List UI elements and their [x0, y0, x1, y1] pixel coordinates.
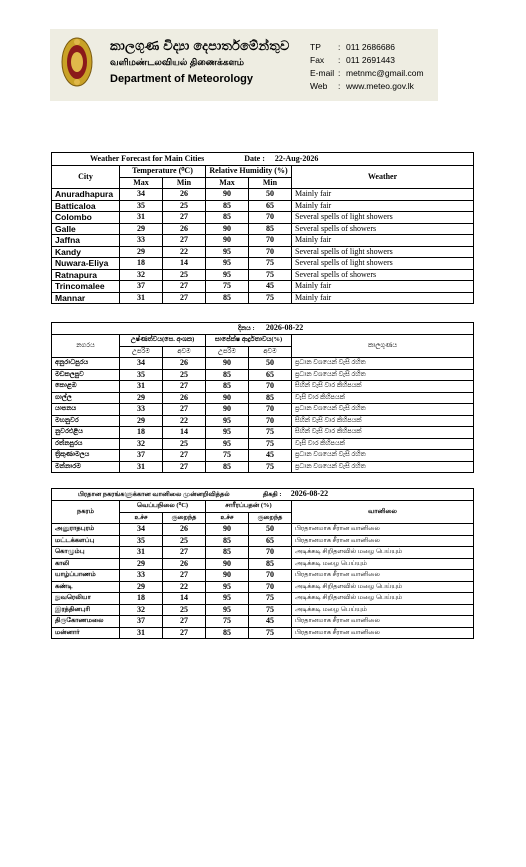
humidity-max: 90: [206, 358, 249, 370]
humidity-max: 90: [206, 404, 249, 416]
table-row: [52, 415, 474, 427]
temp-max: 31: [120, 627, 163, 639]
temp-max: 29: [120, 246, 163, 258]
table-row: [52, 258, 474, 270]
col-city: City: [52, 166, 120, 189]
temp-min: 14: [163, 593, 206, 605]
col-weather: வானிலை: [292, 501, 474, 524]
contact-key: TP: [310, 42, 321, 52]
weather-text: Several spells of light showers: [292, 212, 474, 224]
table-row: [52, 200, 474, 212]
col-temp-min: අවම: [163, 346, 206, 358]
table-row: [52, 581, 474, 593]
humidity-max: 90: [206, 570, 249, 582]
humidity-min: 75: [249, 461, 292, 473]
humidity-min: 45: [249, 616, 292, 628]
temp-max: 37: [120, 616, 163, 628]
city-name: Trincomalee: [52, 281, 120, 293]
table-row: [52, 616, 474, 628]
col-hum-min: குறைந்த: [249, 512, 292, 524]
date-label: දිනය :: [238, 325, 255, 332]
dept-title-tamil: வளிமண்டலவியல் திணைக்களம்: [110, 57, 245, 67]
humidity-max: 85: [206, 292, 249, 304]
forecast-table-tamil: [51, 488, 474, 639]
temp-max: 32: [120, 269, 163, 281]
humidity-min: 70: [249, 415, 292, 427]
humidity-max: 90: [206, 189, 249, 201]
contact-value[interactable]: www.meteo.gov.lk: [346, 81, 414, 91]
temp-min: 27: [163, 404, 206, 416]
col-city: நகரம்: [52, 501, 120, 524]
col-hum-max: Max: [206, 177, 249, 189]
temp-min: 27: [163, 461, 206, 473]
temp-max: 33: [120, 235, 163, 247]
city-name: අනුරාධපුරය: [52, 358, 120, 370]
table-row: [52, 381, 474, 393]
table-row: [52, 235, 474, 247]
city-name: Batticaloa: [52, 200, 120, 212]
col-temperature: උෂ්ණත්වය(සෙ. අංශක): [120, 335, 206, 347]
weather-text: වැසි වාර කිහිපයක්: [292, 438, 474, 450]
weather-text: සිහින් වැසි වාර කිහිපයක්: [292, 415, 474, 427]
city-name: கண்டி: [52, 581, 120, 593]
weather-text: වැසි වාර කිහිපයක්: [292, 392, 474, 404]
humidity-min: 75: [249, 427, 292, 439]
city-name: Jaffna: [52, 235, 120, 247]
humidity-min: 50: [249, 358, 292, 370]
temp-min: 27: [163, 570, 206, 582]
humidity-min: 65: [249, 535, 292, 547]
temp-min: 27: [163, 547, 206, 559]
humidity-max: 95: [206, 604, 249, 616]
city-name: මඩකලපුව: [52, 369, 120, 381]
temp-max: 31: [120, 461, 163, 473]
weather-text: ප්‍රධාන වශයෙන් වැසි රහිත: [292, 450, 474, 462]
temp-min: 27: [163, 235, 206, 247]
table-row: [52, 593, 474, 605]
temp-max: 35: [120, 369, 163, 381]
table-row: [52, 292, 474, 304]
contact-value: 011 2686686: [346, 42, 396, 52]
temp-min: 27: [163, 281, 206, 293]
humidity-min: 85: [249, 223, 292, 235]
col-humidity: Relative Humidity (%): [206, 166, 292, 178]
weather-text: සිහින් වැසි වාර කිහිපයක්: [292, 427, 474, 439]
table-row: [52, 524, 474, 536]
weather-text: அடிக்கடி மழை பெய்யும்: [292, 558, 474, 570]
weather-text: ප්‍රධාන වශයෙන් වැසි රහිත: [292, 369, 474, 381]
table-row: [52, 461, 474, 473]
humidity-max: 75: [206, 450, 249, 462]
city-name: திருகோணமலை: [52, 616, 120, 628]
humidity-max: 85: [206, 627, 249, 639]
contact-row: [310, 41, 424, 54]
table-title: Weather Forecast for Main Cities: [90, 154, 205, 163]
city-name: යාපනය: [52, 404, 120, 416]
city-name: மட்டக்களப்பு: [52, 535, 120, 547]
humidity-min: 45: [249, 281, 292, 293]
table-row: [52, 281, 474, 293]
temp-max: 32: [120, 438, 163, 450]
temp-min: 25: [163, 269, 206, 281]
temp-max: 29: [120, 415, 163, 427]
humidity-min: 50: [249, 189, 292, 201]
city-name: மன்னார்: [52, 627, 120, 639]
city-name: Colombo: [52, 212, 120, 224]
col-temp-max: Max: [120, 177, 163, 189]
city-name: නුවරඑළිය: [52, 427, 120, 439]
temp-min: 25: [163, 200, 206, 212]
temp-min: 27: [163, 450, 206, 462]
temp-min: 14: [163, 258, 206, 270]
contact-colon: :: [338, 68, 341, 78]
temp-min: 22: [163, 246, 206, 258]
temp-max: 31: [120, 547, 163, 559]
weather-text: பிரதானமாக சீரான வானிலை: [292, 616, 474, 628]
temp-min: 27: [163, 292, 206, 304]
temp-min: 27: [163, 616, 206, 628]
col-temp-max: උපරිම: [120, 346, 163, 358]
humidity-max: 95: [206, 427, 249, 439]
table-row: [52, 570, 474, 582]
humidity-max: 95: [206, 269, 249, 281]
humidity-min: 70: [249, 404, 292, 416]
contact-row: [310, 80, 424, 93]
table-row: [52, 535, 474, 547]
temp-min: 26: [163, 358, 206, 370]
humidity-min: 85: [249, 392, 292, 404]
weather-text: ප්‍රධාන වශයෙන් වැසි රහිත: [292, 461, 474, 473]
contact-row: [310, 54, 424, 67]
contact-value: 011 2691443: [346, 55, 396, 65]
temp-max: 18: [120, 258, 163, 270]
humidity-min: 75: [249, 627, 292, 639]
city-name: Galle: [52, 223, 120, 235]
temp-min: 26: [163, 392, 206, 404]
temp-max: 29: [120, 223, 163, 235]
city-name: ගාල්ල: [52, 392, 120, 404]
table-row: [52, 547, 474, 559]
humidity-min: 75: [249, 438, 292, 450]
humidity-max: 95: [206, 415, 249, 427]
table-row: [52, 358, 474, 370]
humidity-max: 90: [206, 524, 249, 536]
temp-min: 25: [163, 604, 206, 616]
temp-min: 22: [163, 415, 206, 427]
temp-max: 31: [120, 381, 163, 393]
city-name: Mannar: [52, 292, 120, 304]
humidity-min: 75: [249, 258, 292, 270]
weather-text: அடிக்கடி சிறிதளவில் மழை பெய்யும்: [292, 547, 474, 559]
temp-max: 18: [120, 593, 163, 605]
weather-text: Several spells of light showers: [292, 258, 474, 270]
temp-max: 29: [120, 581, 163, 593]
city-name: Nuwara-Eliya: [52, 258, 120, 270]
col-hum-min: Min: [249, 177, 292, 189]
humidity-max: 95: [206, 258, 249, 270]
forecast-date: 22-Aug-2026: [274, 154, 319, 163]
table-row: [52, 427, 474, 439]
city-name: ත්‍රිකුණාමලය: [52, 450, 120, 462]
temp-min: 25: [163, 369, 206, 381]
col-temp-min: குறைந்த: [163, 512, 206, 524]
weather-text: அடிக்கடி சிறிதளவில் மழை பெய்யும்: [292, 593, 474, 605]
city-name: யாழ்ப்பாணம்: [52, 570, 120, 582]
weather-text: பிரதானமாக சீரான வானிலை: [292, 627, 474, 639]
temp-max: 37: [120, 450, 163, 462]
city-name: මහනුවර: [52, 415, 120, 427]
temp-min: 27: [163, 627, 206, 639]
city-name: මන්නාරම: [52, 461, 120, 473]
humidity-min: 75: [249, 292, 292, 304]
humidity-min: 45: [249, 450, 292, 462]
city-name: கொழும்பு: [52, 547, 120, 559]
col-hum-max: උපරිම: [206, 346, 249, 358]
contact-colon: :: [338, 55, 341, 65]
temp-max: 34: [120, 524, 163, 536]
weather-text: ප්‍රධාන වශයෙන් වැසි රහිත: [292, 358, 474, 370]
weather-text: பிரதானமாக சீரான வானிலை: [292, 535, 474, 547]
humidity-max: 85: [206, 461, 249, 473]
table-row: [52, 450, 474, 462]
weather-text: Several spells of showers: [292, 269, 474, 281]
col-temp-max: உச்ச: [120, 512, 163, 524]
temp-min: 26: [163, 223, 206, 235]
forecast-date: 2026-08-22: [290, 489, 329, 498]
humidity-max: 85: [206, 381, 249, 393]
temp-max: 32: [120, 604, 163, 616]
city-name: Ratnapura: [52, 269, 120, 281]
city-name: அனுராதபுரம்: [52, 524, 120, 536]
weather-text: பிரதானமாக சீரான வானிலை: [292, 570, 474, 582]
humidity-min: 50: [249, 524, 292, 536]
table-row: [52, 189, 474, 201]
col-weather: Weather: [292, 166, 474, 189]
col-hum-min: අවම: [249, 346, 292, 358]
table-row: [52, 404, 474, 416]
humidity-max: 85: [206, 200, 249, 212]
temp-min: 22: [163, 581, 206, 593]
table-row: [52, 369, 474, 381]
humidity-min: 70: [249, 581, 292, 593]
dept-title-english: Department of Meteorology: [110, 73, 254, 85]
weather-text: அடிக்கடி சிறிதளவில் மழை பெய்யும்: [292, 581, 474, 593]
contact-colon: :: [338, 42, 341, 52]
table-row: [52, 558, 474, 570]
temp-max: 33: [120, 404, 163, 416]
humidity-min: 75: [249, 593, 292, 605]
weather-text: Mainly fair: [292, 235, 474, 247]
temp-max: 31: [120, 292, 163, 304]
contact-block: [310, 41, 424, 93]
humidity-min: 65: [249, 200, 292, 212]
forecast-table-english: [51, 152, 474, 304]
humidity-min: 70: [249, 212, 292, 224]
temp-max: 29: [120, 392, 163, 404]
temp-min: 27: [163, 381, 206, 393]
humidity-max: 90: [206, 235, 249, 247]
humidity-max: 90: [206, 392, 249, 404]
weather-text: Mainly fair: [292, 281, 474, 293]
temp-min: 26: [163, 524, 206, 536]
humidity-min: 75: [249, 604, 292, 616]
table-row: [52, 223, 474, 235]
date-label: திகதி :: [262, 491, 282, 498]
table-row: [52, 212, 474, 224]
temp-max: 35: [120, 200, 163, 212]
humidity-max: 95: [206, 581, 249, 593]
temp-min: 14: [163, 427, 206, 439]
table-row: [52, 246, 474, 258]
weather-text: பிரதானமாக சீரான வானிலை: [292, 524, 474, 536]
col-humidity: සාපේක්ෂ ආර්ද්‍රතාවය(%): [206, 335, 292, 347]
humidity-max: 90: [206, 223, 249, 235]
col-city: නගරය: [52, 335, 120, 358]
city-name: කොළඹ: [52, 381, 120, 393]
contact-colon: :: [338, 81, 341, 91]
col-temperature: Temperature (⁰C): [120, 166, 206, 178]
temp-min: 27: [163, 212, 206, 224]
humidity-max: 95: [206, 438, 249, 450]
col-humidity: சாரீரப்பதன் (%): [206, 501, 292, 513]
table-row: [52, 269, 474, 281]
temp-min: 26: [163, 189, 206, 201]
col-weather: කාලගුණය: [292, 335, 474, 358]
state-emblem-icon: [61, 36, 93, 88]
letterhead: [50, 29, 438, 101]
humidity-max: 75: [206, 616, 249, 628]
humidity-max: 90: [206, 558, 249, 570]
weather-text: Mainly fair: [292, 189, 474, 201]
col-hum-max: உச்ச: [206, 512, 249, 524]
city-name: நுவரெலியா: [52, 593, 120, 605]
temp-max: 34: [120, 358, 163, 370]
col-temp-min: Min: [163, 177, 206, 189]
humidity-min: 70: [249, 381, 292, 393]
temp-min: 26: [163, 558, 206, 570]
humidity-max: 75: [206, 281, 249, 293]
weather-text: அடிக்கடி மழை பெய்யும்: [292, 604, 474, 616]
temp-max: 37: [120, 281, 163, 293]
weather-text: ප්‍රධාන වශයෙන් වැසි රහිත: [292, 404, 474, 416]
humidity-min: 85: [249, 558, 292, 570]
city-name: Anuradhapura: [52, 189, 120, 201]
contact-key: Fax: [310, 55, 325, 65]
weather-text: Mainly fair: [292, 292, 474, 304]
contact-value[interactable]: metnmc@gmail.com: [346, 68, 424, 78]
date-label: Date :: [244, 154, 265, 163]
humidity-min: 70: [249, 547, 292, 559]
temp-max: 35: [120, 535, 163, 547]
weather-text: Several spells of showers: [292, 223, 474, 235]
weather-text: සිහින් වැසි වාර කිහිපයක්: [292, 381, 474, 393]
temp-max: 18: [120, 427, 163, 439]
forecast-table-sinhala: [51, 322, 474, 473]
table-row: [52, 438, 474, 450]
table-row: [52, 604, 474, 616]
city-name: Kandy: [52, 246, 120, 258]
city-name: இரத்தினபுரி: [52, 604, 120, 616]
temp-max: 33: [120, 570, 163, 582]
weather-text: Several spells of light showers: [292, 246, 474, 258]
contact-row: [310, 67, 424, 80]
temp-min: 25: [163, 535, 206, 547]
humidity-max: 95: [206, 593, 249, 605]
humidity-max: 85: [206, 547, 249, 559]
humidity-max: 85: [206, 212, 249, 224]
contact-key: E-mail: [310, 68, 335, 78]
temp-min: 25: [163, 438, 206, 450]
humidity-min: 75: [249, 269, 292, 281]
contact-key: Web: [310, 81, 328, 91]
humidity-min: 70: [249, 235, 292, 247]
city-name: රත්නපුරය: [52, 438, 120, 450]
humidity-min: 65: [249, 369, 292, 381]
table-title: பிரதான நகரங்களுக்கான வானிலை முன்னறிவித்தல்: [78, 491, 230, 498]
humidity-max: 95: [206, 246, 249, 258]
temp-max: 29: [120, 558, 163, 570]
humidity-max: 85: [206, 535, 249, 547]
table-row: [52, 392, 474, 404]
table-row: [52, 627, 474, 639]
weather-text: Mainly fair: [292, 200, 474, 212]
humidity-min: 70: [249, 570, 292, 582]
temp-max: 34: [120, 189, 163, 201]
temp-max: 31: [120, 212, 163, 224]
humidity-max: 85: [206, 369, 249, 381]
col-temperature: வெப்பநிலை (⁰C): [120, 501, 206, 513]
city-name: காலி: [52, 558, 120, 570]
humidity-min: 70: [249, 246, 292, 258]
forecast-date: 2026-08-22: [265, 323, 304, 332]
dept-title-sinhala: කාලගුණ විද්‍යා දෙපාර්තමේන්තුව: [110, 38, 290, 53]
